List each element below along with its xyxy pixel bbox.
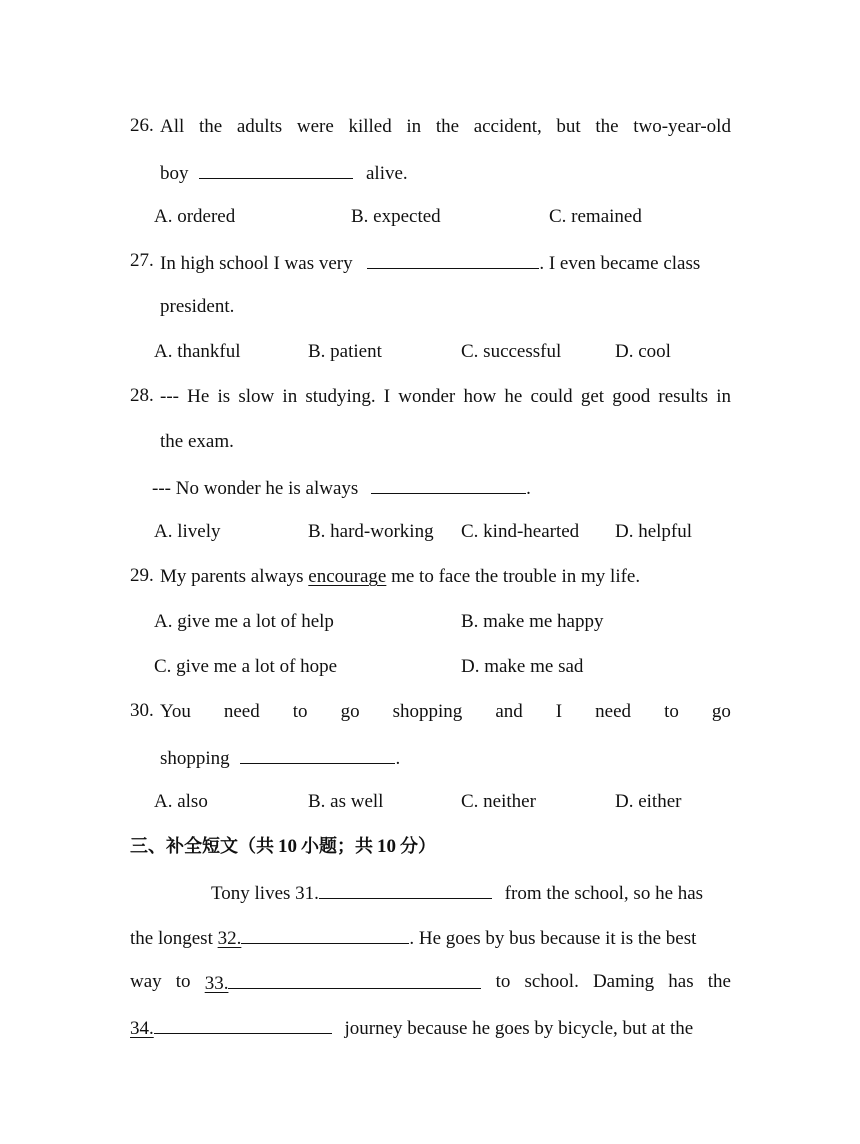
answer-blank[interactable] (240, 745, 395, 764)
word: the (595, 116, 619, 137)
text: My parents always (160, 566, 304, 587)
word: adults (236, 116, 283, 137)
word: school. (524, 971, 579, 992)
word: go (711, 701, 731, 722)
q28-reply (152, 475, 531, 501)
word: but (556, 116, 581, 137)
q27-stem-line2: president. (160, 296, 235, 317)
word: the (707, 971, 731, 992)
text: . (526, 478, 531, 499)
word: the (198, 116, 223, 137)
text: 10 (278, 836, 297, 857)
text: 10 (377, 836, 396, 857)
passage-line1 (211, 880, 703, 906)
word: shopping (392, 701, 463, 722)
word: need (223, 701, 260, 722)
q28-stem-line1: --- He is slow in studying. I wonder how he could get good results in (160, 386, 731, 407)
q30-option-a[interactable]: A. also (154, 791, 208, 812)
text: 分） (400, 836, 436, 857)
text: shopping (160, 748, 230, 769)
section-heading (130, 835, 436, 859)
text: from the school, so he has (504, 883, 704, 904)
text: boy (160, 163, 189, 184)
q26-stem-line2 (160, 160, 408, 186)
question-number-27: 27. (130, 250, 154, 271)
q26-option-a[interactable]: A. ordered (154, 206, 236, 227)
text: . (395, 748, 401, 769)
passage-line4 (130, 1015, 693, 1041)
q30-option-b[interactable]: B. as well (308, 791, 384, 812)
q27-option-d[interactable]: D. cool (615, 341, 671, 362)
q26-stem-line1 (160, 115, 731, 139)
passage-line2 (130, 925, 696, 951)
text: Tony lives 31. (211, 883, 319, 904)
word: way (130, 971, 162, 992)
blank-number-33: 33. (204, 973, 229, 994)
word: Daming (592, 971, 655, 992)
q27-option-c[interactable]: C. successful (461, 341, 562, 362)
word: need (595, 701, 632, 722)
text: . I even became class (539, 253, 701, 274)
q30-option-d[interactable]: D. either (615, 791, 682, 812)
q27-option-b[interactable]: B. patient (308, 341, 382, 362)
word: has (668, 971, 694, 992)
q27-stem-line1 (160, 250, 700, 276)
word: All (160, 116, 185, 137)
q27-option-a[interactable]: A. thankful (154, 341, 241, 362)
question-number-29: 29. (130, 565, 154, 586)
q30-stem-line2 (160, 745, 400, 771)
q29-stem (160, 565, 640, 589)
answer-blank-34[interactable] (154, 1015, 332, 1034)
word: to (175, 971, 191, 992)
q29-option-c[interactable]: C. give me a lot of hope (154, 656, 338, 677)
question-number-26: 26. (130, 115, 154, 136)
q29-option-b[interactable]: B. make me happy (461, 611, 604, 632)
answer-blank-31[interactable] (319, 880, 492, 899)
q28-option-d[interactable]: D. helpful (615, 521, 693, 542)
question-number-28: 28. (130, 385, 154, 406)
text: me to face the trouble in my life. (391, 566, 641, 587)
underlined-word: encourage (308, 566, 387, 587)
q30-option-c[interactable]: C. neither (461, 791, 536, 812)
text: In high school I was very (160, 253, 353, 274)
q29-option-a[interactable]: A. give me a lot of help (154, 611, 334, 632)
q28-option-c[interactable]: C. kind-hearted (461, 521, 580, 542)
answer-blank[interactable] (367, 250, 539, 269)
word: were (296, 116, 334, 137)
word: and (495, 701, 523, 722)
q28-option-a[interactable]: A. lively (154, 521, 221, 542)
text: 小题；共 (301, 836, 373, 857)
word: I (555, 701, 563, 722)
word: in (406, 116, 422, 137)
q28-stem-line2: the exam. (160, 431, 234, 452)
answer-blank-32[interactable] (241, 925, 409, 944)
blank-number-32: 32. (217, 928, 242, 949)
word: You (160, 701, 191, 722)
text: the longest (130, 928, 213, 949)
question-number-30: 30. (130, 700, 154, 721)
answer-blank[interactable] (371, 475, 526, 494)
text: . He goes by bus because it is the best (409, 928, 697, 949)
passage-line3 (130, 970, 731, 996)
word: two-year-old (633, 116, 731, 137)
text: alive. (366, 163, 408, 184)
text: --- No wonder he is always (152, 478, 359, 499)
q26-option-b[interactable]: B. expected (351, 206, 441, 227)
word: go (340, 701, 360, 722)
word: accident, (473, 116, 542, 137)
word: killed (348, 116, 392, 137)
text: journey because he goes by bicycle, but at the (344, 1018, 694, 1039)
word: the (435, 116, 460, 137)
answer-blank[interactable] (199, 160, 353, 179)
answer-blank-33[interactable] (228, 970, 481, 989)
q26-option-c[interactable]: C. remained (549, 206, 642, 227)
word: to (495, 971, 511, 992)
q30-stem-line1 (160, 700, 731, 724)
q29-option-d[interactable]: D. make me sad (461, 656, 584, 677)
word: to (664, 701, 679, 722)
q28-option-b[interactable]: B. hard-working (308, 521, 434, 542)
blank-number-34: 34. (130, 1018, 154, 1039)
word: to (292, 701, 308, 722)
text: 三、补全短文（共 (130, 836, 274, 857)
